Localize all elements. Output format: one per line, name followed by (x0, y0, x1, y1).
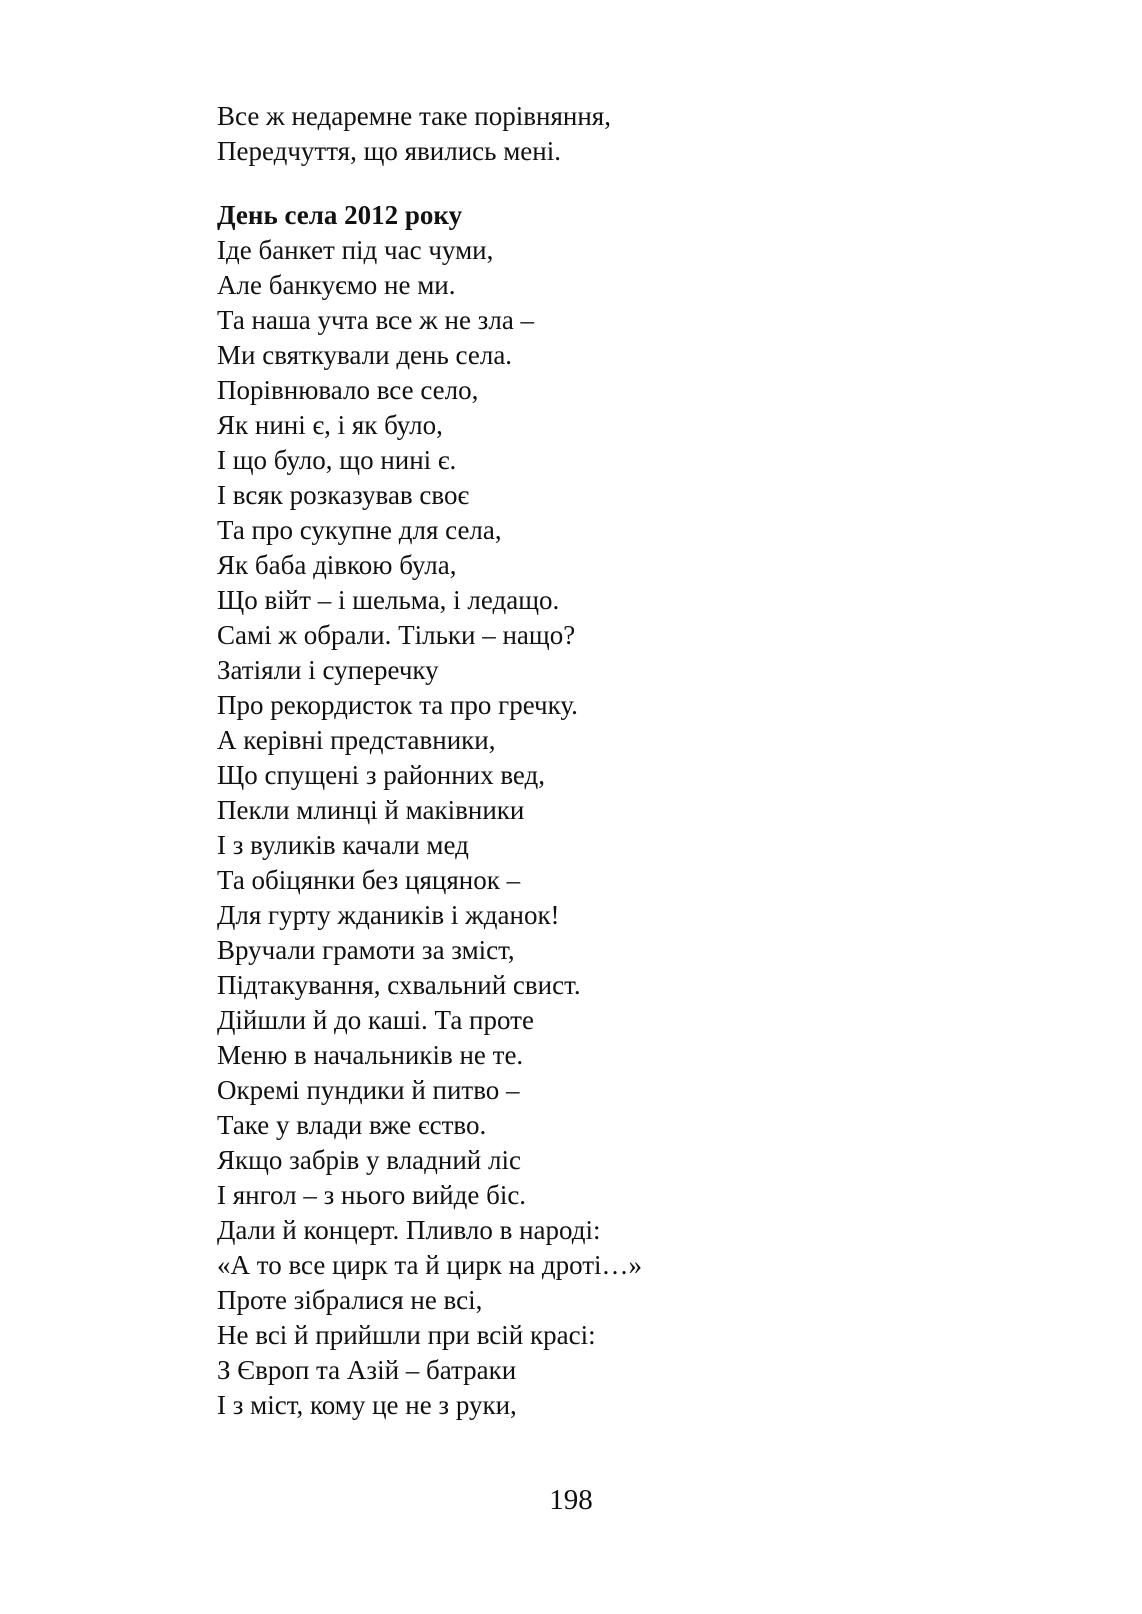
poem-line: Що спущені з районних вед, (217, 760, 546, 790)
poem-line: І з вуликів качали мед (217, 830, 469, 860)
poem-line: І всяк розказував своє (217, 480, 470, 510)
poem-line: Як нині є, і як було, (217, 410, 443, 440)
poem-line: І з міст, кому це не з руки, (217, 1390, 517, 1420)
poem-line: Окремі пундики й питво – (217, 1075, 520, 1105)
stanza-gap (217, 169, 1017, 198)
poem-line: Все ж недаремне таке порівняння, (217, 101, 611, 131)
poem-body (217, 233, 1017, 1423)
poem-line: Та наша учта все ж не зла – (217, 305, 535, 335)
poem-line: Але банкуємо не ми. (217, 270, 456, 300)
poem-line: Ми святкували день села. (217, 340, 513, 370)
poem-line: З Європ та Азій – батраки (217, 1355, 517, 1385)
poem-line: І янгол – з нього вийде біс. (217, 1180, 527, 1210)
poem-line: Пекли млинці й маківники (217, 795, 525, 825)
poem-line: Самі ж обрали. Тільки – нащо? (217, 620, 576, 650)
poem-line: Таке у влади вже єство. (217, 1110, 487, 1140)
poem-line: Як баба дівкою була, (217, 550, 457, 580)
poem-line: Меню в начальників не те. (217, 1040, 524, 1070)
page-number: 198 (549, 1484, 593, 1516)
poem-line: Дійшли й до каші. Та проте (217, 1005, 534, 1035)
poem-line: Що війт – і шельма, і ледащо. (217, 585, 560, 615)
poem-line: Проте зібралися не всі, (217, 1285, 483, 1315)
poem-line: Іде банкет під час чуми, (217, 235, 494, 265)
poem-line: «А то все цирк та й цирк на дроті…» (217, 1250, 643, 1280)
poem-line: І що було, що нині є. (217, 445, 457, 475)
poem-line: Якщо забрів у владний ліс (217, 1145, 521, 1175)
poem-line: Дали й концерт. Пливло в народі: (217, 1215, 601, 1245)
poem-line: Підтакування, схвальний свист. (217, 970, 581, 1000)
poem-line: Про рекордисток та про гречку. (217, 690, 578, 720)
poem-title: День села 2012 року (217, 200, 463, 230)
poem-line: Вручали грамоти за зміст, (217, 935, 515, 965)
poem-line: Та обіцянки без цяцянок – (217, 865, 521, 895)
poem-line: Порівнювало все село, (217, 375, 479, 405)
poem-line: Для гурту ждаників і жданок! (217, 900, 560, 930)
poem-line: Затіяли і суперечку (217, 655, 439, 685)
intro-stanza (217, 99, 1017, 169)
poem-line: Передчуття, що явились мені. (217, 136, 561, 166)
poem-line: Та про сукупне для села, (217, 515, 502, 545)
poem-line: Не всі й прийшли при всій красі: (217, 1320, 596, 1350)
poem-line: А керівні представники, (217, 725, 496, 755)
text-block (217, 99, 1017, 1423)
